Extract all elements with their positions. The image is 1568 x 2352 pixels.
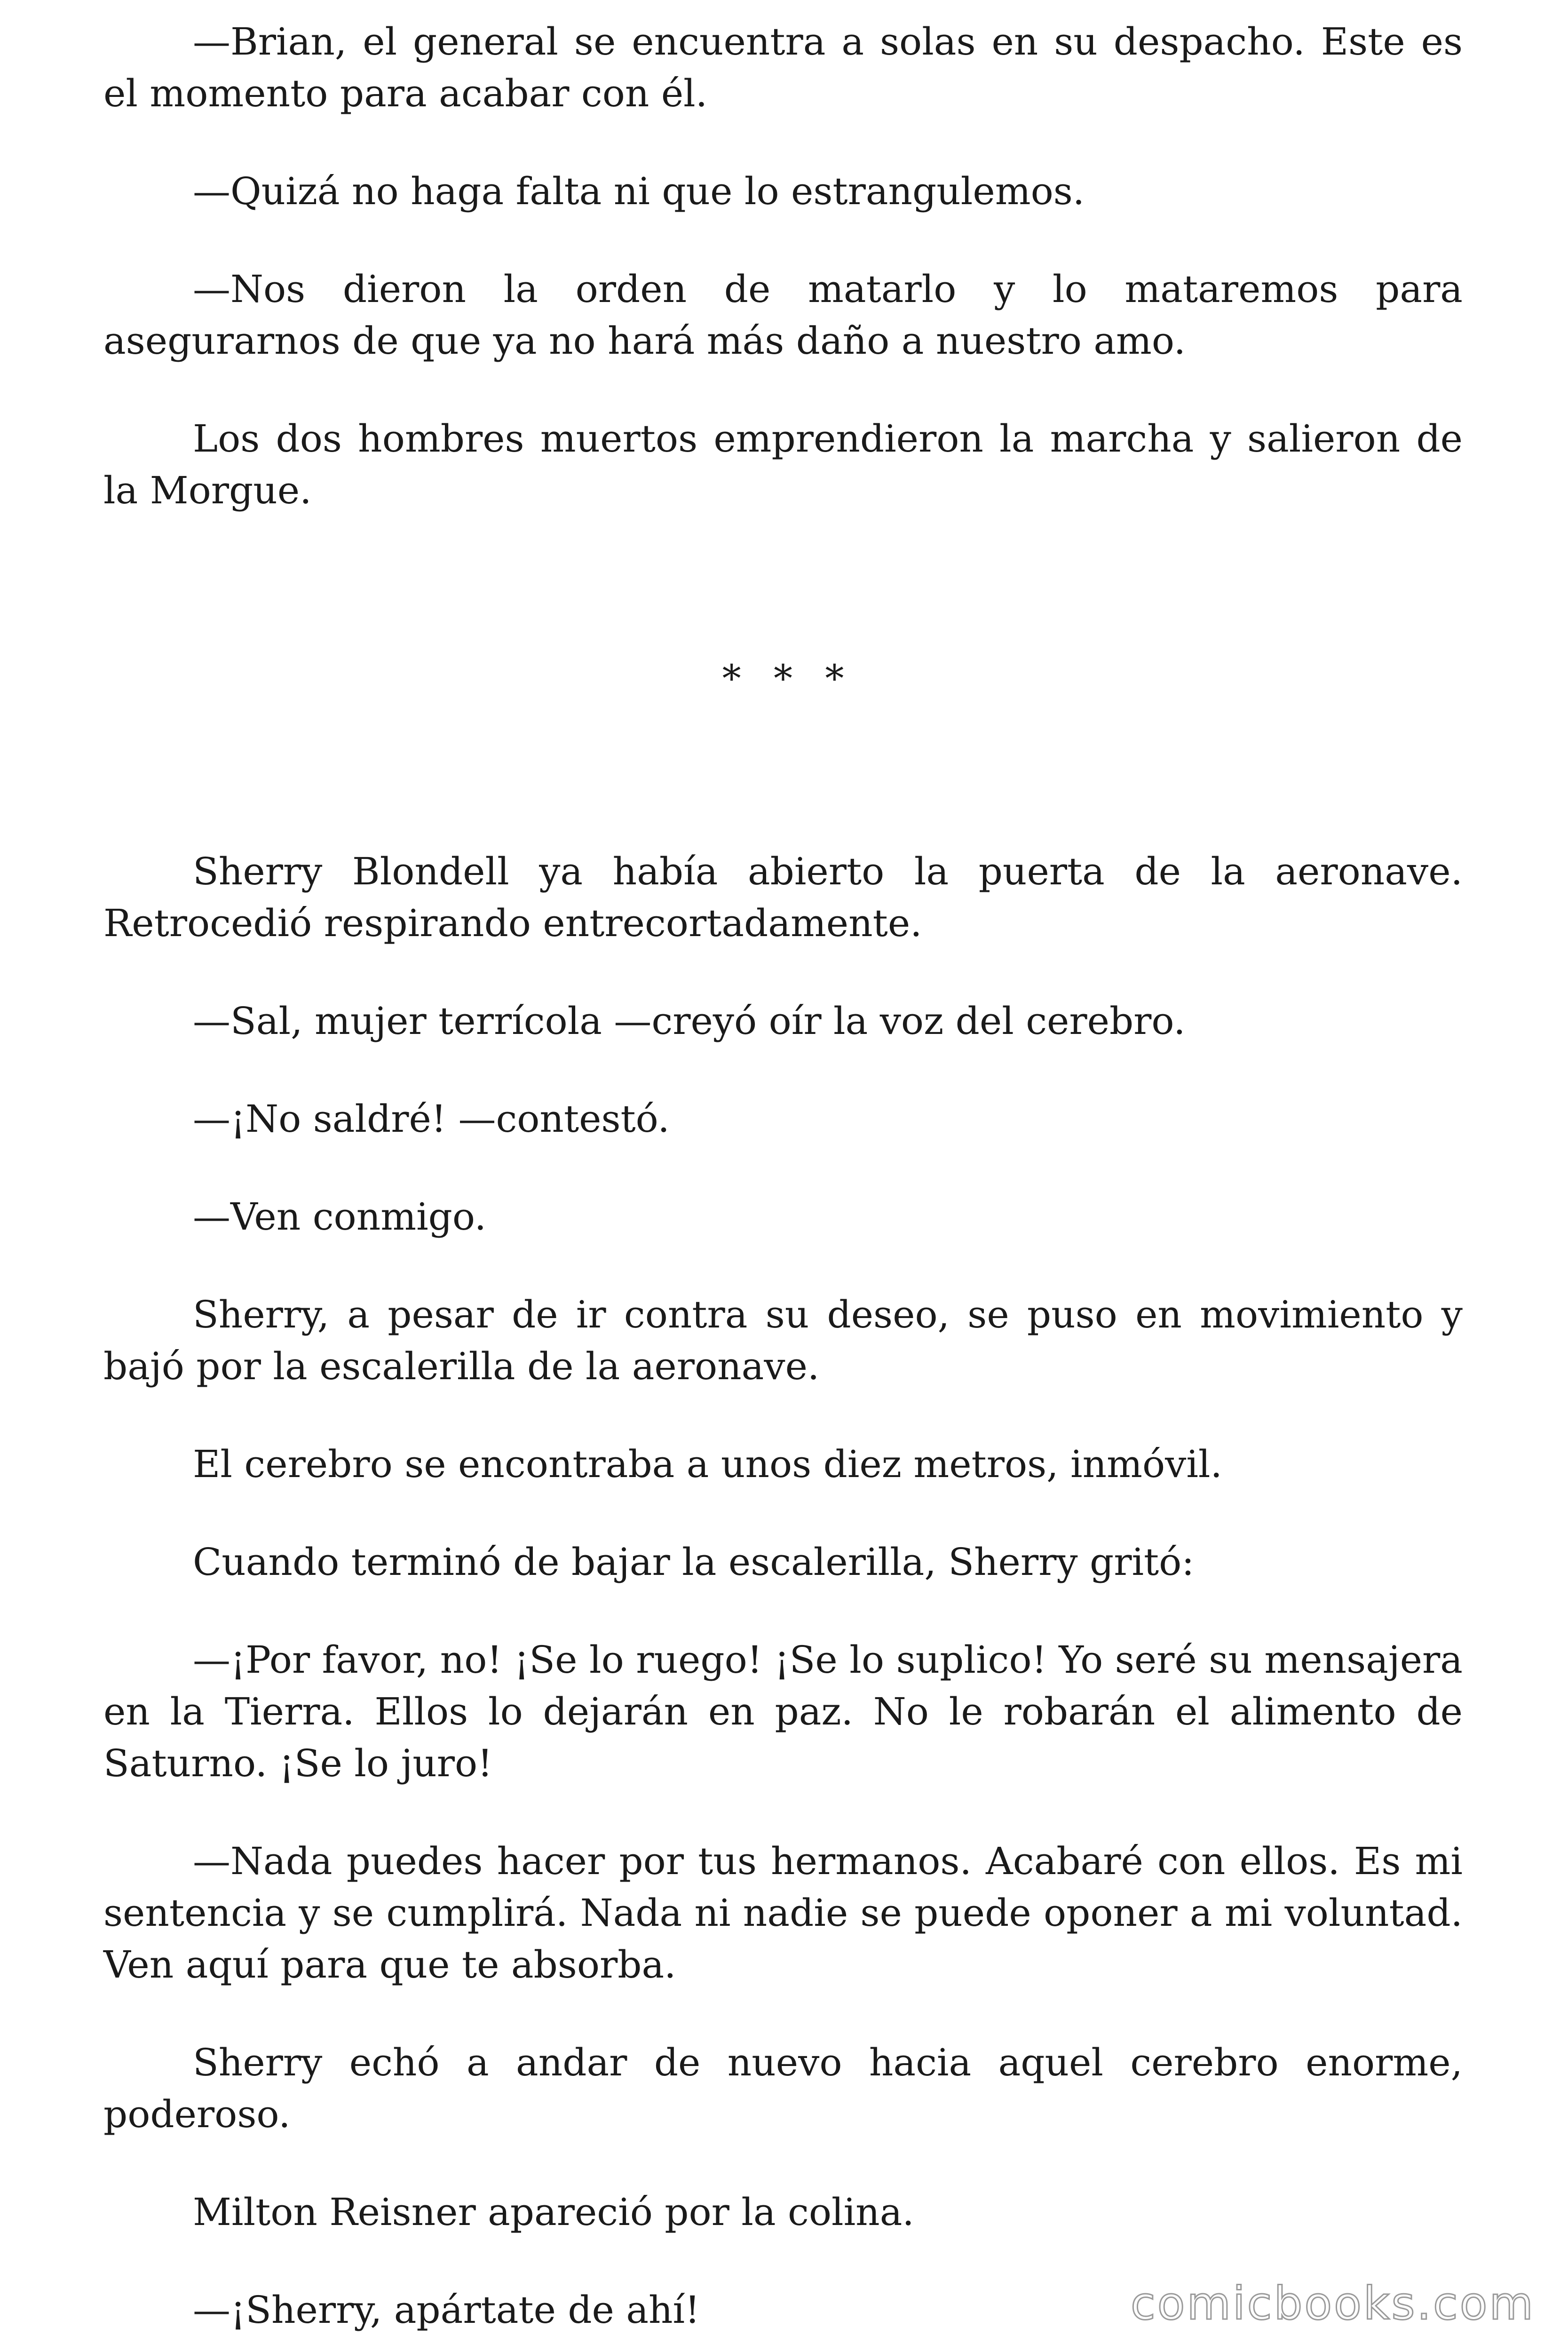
paragraph: —Nos dieron la orden de matarlo y lo mataremos para asegurarnos de que ya no hará más daño a nuestro amo.: [103, 267, 1463, 363]
paragraph: —Quizá no haga falta ni que lo estrangulemos.: [193, 169, 1085, 213]
paragraph: —¡Sherry, apártate de ahí!: [193, 2288, 700, 2332]
paragraph: Sherry Blondell ya había abierto la puerta de la aeronave. Retrocedió respirando entrecortadamente.: [103, 850, 1463, 945]
scene-separator: * * *: [722, 657, 855, 700]
paragraph: —Sal, mujer terrícola —creyó oír la voz del cerebro.: [193, 999, 1186, 1043]
paragraph: —Nada puedes hacer por tus hermanos. Acabaré con ellos. Es mi sentencia y se cumplirá. Nada ni nadie se puede oponer a mi voluntad. Ven aquí para que te absorba.: [103, 1839, 1463, 1986]
page-body: [103, 16, 1463, 2352]
paragraph: Sherry echó a andar de nuevo hacia aquel cerebro enorme, poderoso.: [103, 2041, 1463, 2136]
watermark: comicbooks.com: [1130, 2277, 1535, 2330]
paragraph: —¡No saldré! —contestó.: [193, 1097, 670, 1141]
paragraph: —Brian, el general se encuentra a solas en su despacho. Este es el momento para acabar con él.: [103, 20, 1463, 115]
paragraph: —¡Por favor, no! ¡Se lo ruego! ¡Se lo suplico! Yo seré su mensajera en la Tierra. Ellos lo dejarán en paz. No le robarán el alimento de Saturno. ¡Se lo juro!: [103, 1638, 1463, 1785]
paragraph: El cerebro se encontraba a unos diez metros, inmóvil.: [193, 1442, 1222, 1486]
paragraph: Los dos hombres muertos emprendieron la marcha y salieron de la Morgue.: [103, 417, 1463, 512]
paragraph: Milton Reisner apareció por la colina.: [193, 2190, 914, 2234]
paragraph: Cuando terminó de bajar la escalerilla, Sherry gritó:: [193, 1540, 1195, 1584]
paragraph: Sherry, a pesar de ir contra su deseo, se puso en movimiento y bajó por la escalerilla de la aeronave.: [103, 1293, 1463, 1388]
paragraph: —Ven conmigo.: [193, 1195, 487, 1239]
